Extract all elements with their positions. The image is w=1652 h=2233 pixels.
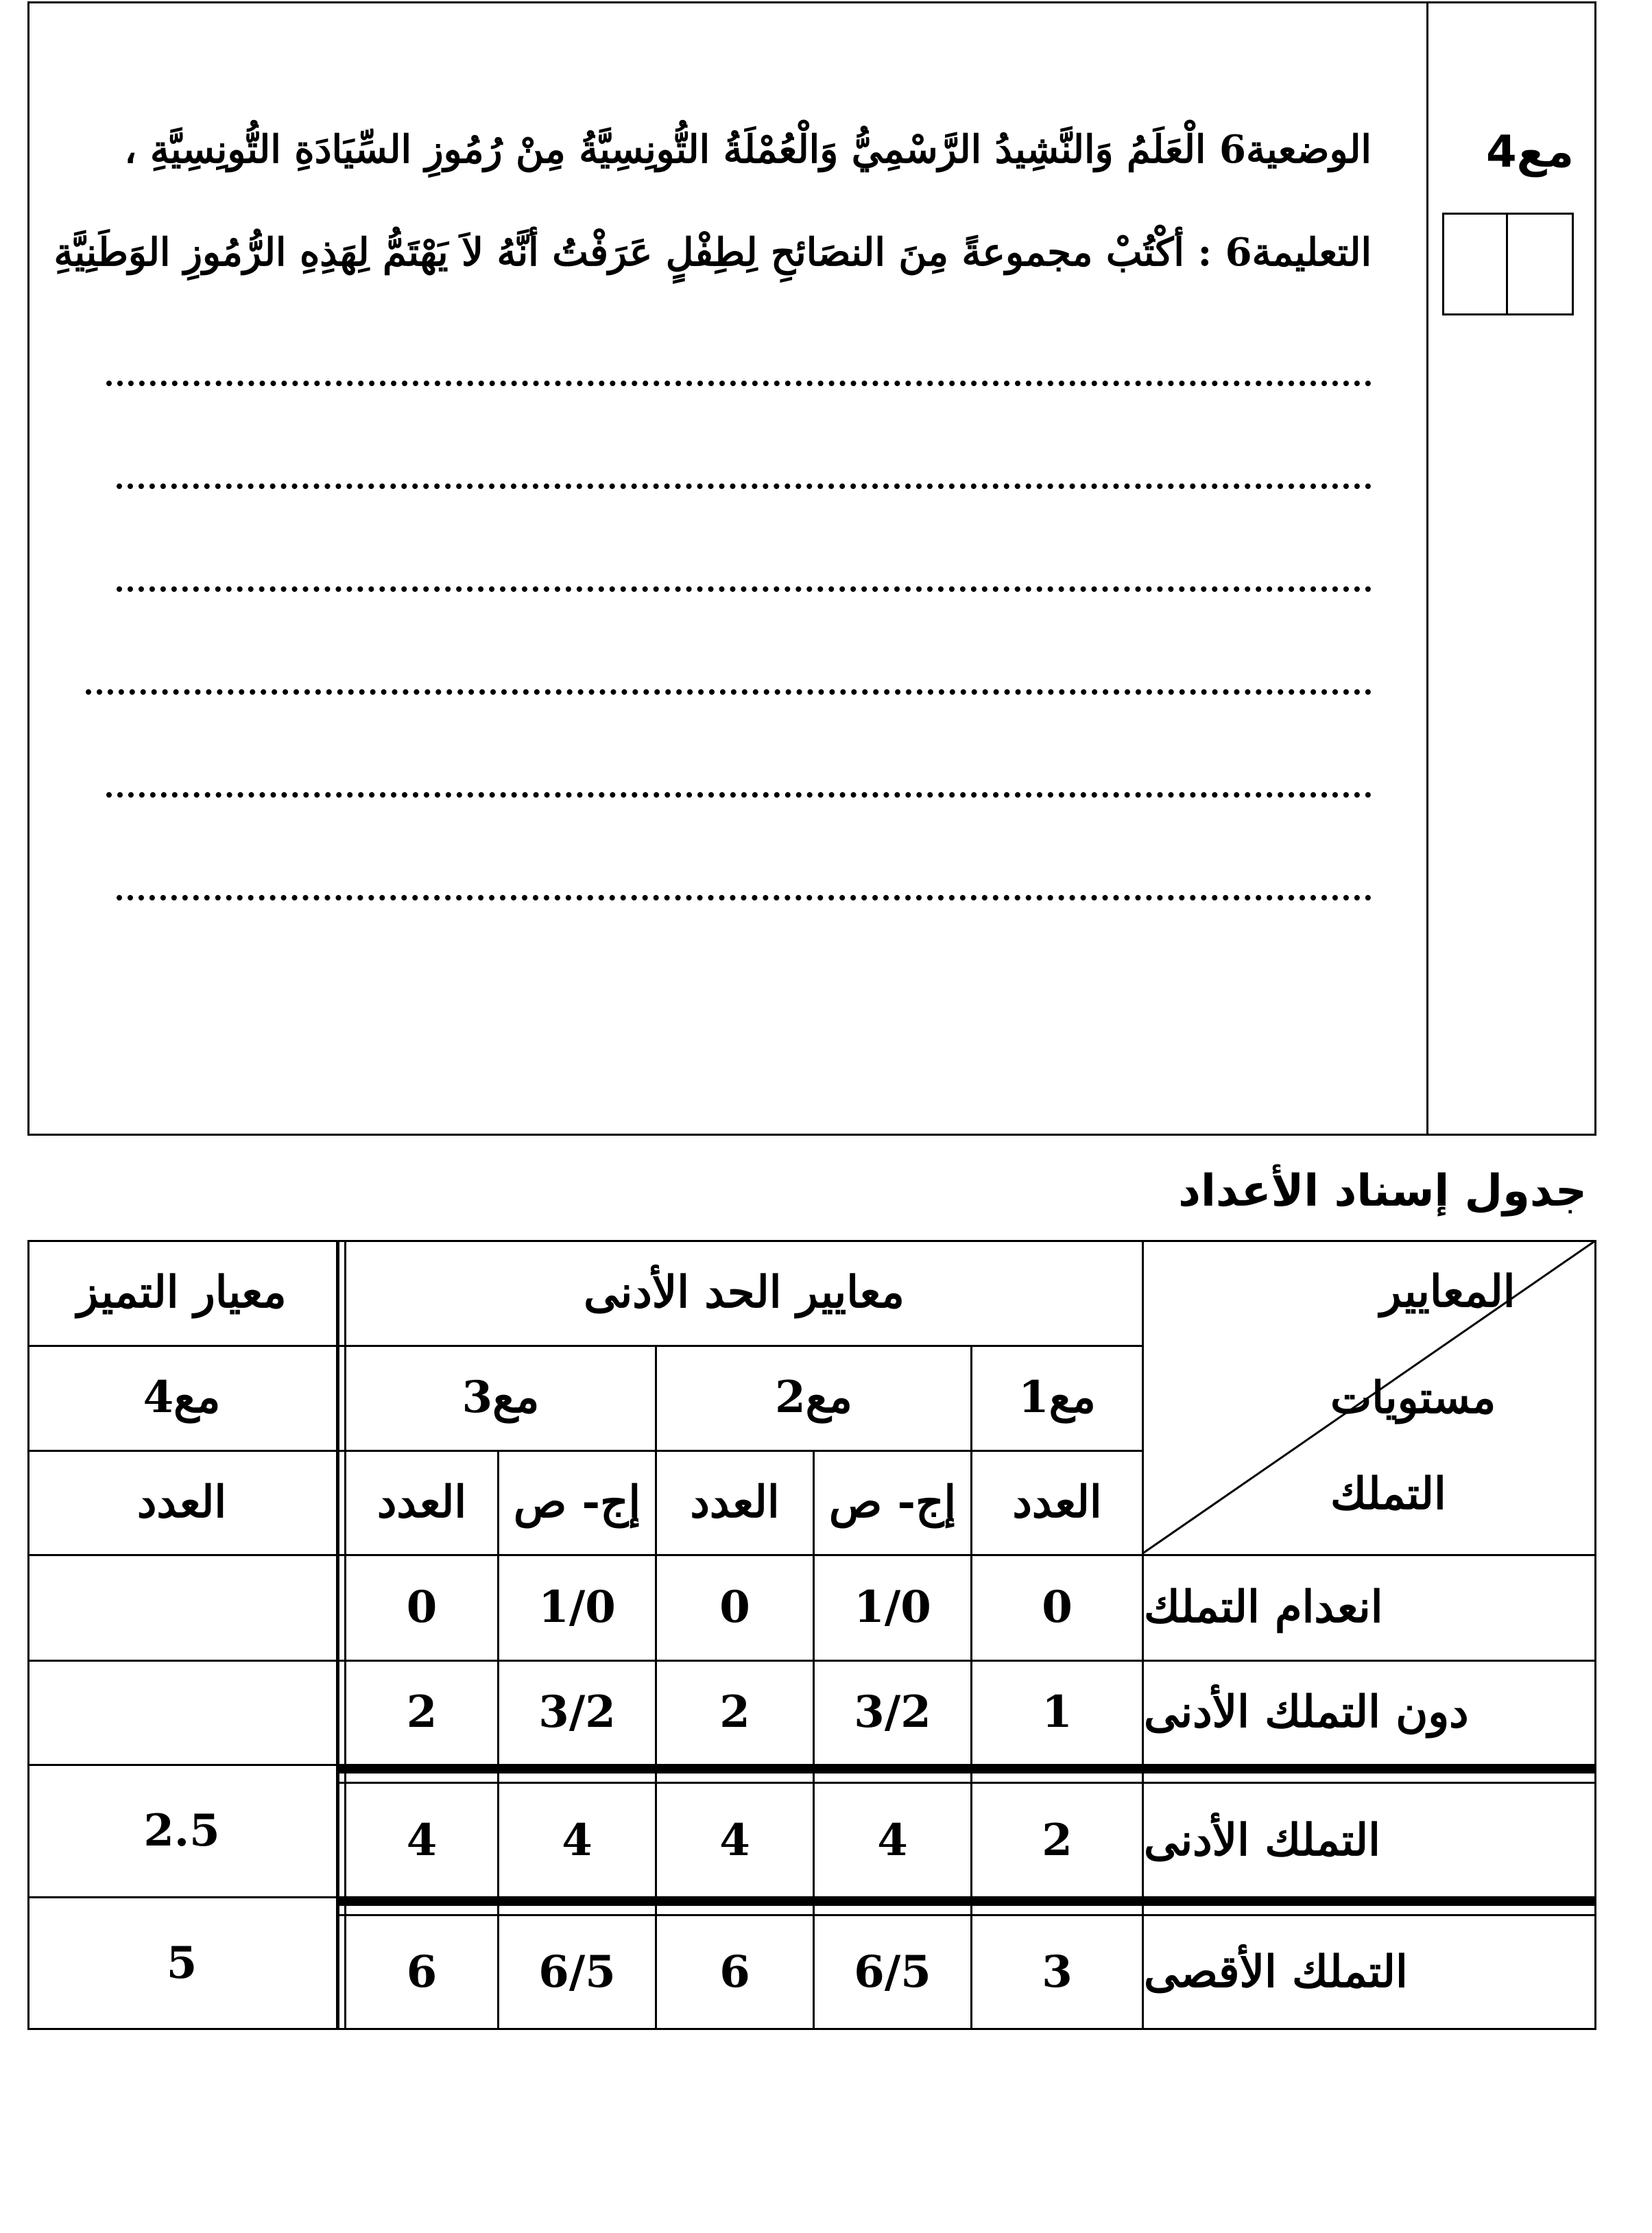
answer-line[interactable] xyxy=(117,586,1372,592)
subheader-c2-answer: إج- ص xyxy=(828,1476,957,1528)
row-cell: 0 xyxy=(719,1581,750,1633)
row-cell: 6 xyxy=(406,1946,438,1998)
row-cell xyxy=(27,1554,336,1660)
table-heading: جدول إسناد الأعداد xyxy=(1178,1166,1587,1217)
subheader-c3-answer: إج- ص xyxy=(513,1476,641,1528)
row-label: دون التملك الأدنى xyxy=(1144,1686,1469,1738)
criterion-column xyxy=(1426,3,1594,1134)
row-cell: 1/0 xyxy=(538,1581,616,1633)
answer-line[interactable] xyxy=(86,689,1372,695)
answer-line[interactable] xyxy=(106,381,1372,386)
score-box-left[interactable] xyxy=(1444,215,1508,313)
row-cell: 1/0 xyxy=(854,1581,931,1633)
criterion-header-1: مع1 xyxy=(1018,1372,1096,1423)
exercise-box xyxy=(27,1,1596,1136)
row-cell: 6 xyxy=(719,1946,750,1998)
corner-top-label: المعايير xyxy=(1380,1265,1516,1317)
row-cell: 2 xyxy=(719,1686,750,1738)
grading-table xyxy=(27,1240,1596,2030)
row-cell: 3/2 xyxy=(538,1686,616,1738)
row-cell: 0 xyxy=(1042,1581,1073,1633)
row-cell: 1 xyxy=(1042,1686,1073,1738)
row-cell: 2 xyxy=(406,1686,438,1738)
row-cell xyxy=(27,1660,336,1764)
row-cell: 0 xyxy=(406,1581,438,1633)
row-cell: 2.5 xyxy=(143,1805,220,1856)
situation-text: الوضعية6 الْعَلَمُ وَالنَّشِيدُ الرَّسْمِيُّ وَالْعُمْلَةُ التُّونِسِيَّةُ مِنْ رُمُوزِ السِّيَادَةِ التُّونِسِيَّةِ ، xyxy=(124,127,1372,172)
group-min-header: معايير الحد الأدنى xyxy=(584,1267,905,1318)
row-label: انعدام التملك xyxy=(1144,1581,1383,1633)
corner-bottom-label-2: التملك xyxy=(1330,1468,1446,1520)
row-cell: 2 xyxy=(1042,1814,1073,1866)
row-cell: 3/2 xyxy=(854,1686,931,1738)
score-box-right[interactable] xyxy=(1508,215,1572,313)
subheader-c1-count: العدد xyxy=(1012,1476,1102,1528)
instruction-text: التعليمة6 : أكْتُبْ مجموعةً مِنَ النصَائحِ لِطِفْلٍ عَرَفْتُ أنَّهُ لاَ يَهْتَمُّ لِهَذِهِ الرُّمُوزِ الوَطَنِيَّةِ xyxy=(53,230,1372,275)
subheader-c3-count: العدد xyxy=(376,1476,467,1528)
answer-line[interactable] xyxy=(117,483,1372,489)
row-cell: 4 xyxy=(406,1814,438,1866)
row-cell: 5 xyxy=(166,1937,197,1989)
answer-line[interactable] xyxy=(117,895,1372,900)
group-excellence-header: معيار التميز xyxy=(77,1267,287,1318)
subheader-c4-count: العدد xyxy=(136,1476,227,1528)
criterion-header-2: مع2 xyxy=(775,1372,852,1423)
row-cell: 6/5 xyxy=(538,1946,616,1998)
score-box[interactable] xyxy=(1442,213,1574,315)
row-cell: 3 xyxy=(1042,1946,1073,1998)
criterion-header-3: مع3 xyxy=(462,1372,540,1423)
criterion-header-4: مع4 xyxy=(143,1372,221,1423)
row-label: التملك الأقصى xyxy=(1144,1946,1408,1998)
row-cell: 4 xyxy=(877,1814,908,1866)
corner-bottom-label-1: مستويات xyxy=(1330,1372,1496,1424)
row-label: التملك الأدنى xyxy=(1144,1814,1380,1866)
criterion-label: مع4 xyxy=(1486,127,1574,178)
answer-line[interactable] xyxy=(106,792,1372,798)
row-cell: 4 xyxy=(719,1814,750,1866)
row-cell: 4 xyxy=(562,1814,592,1866)
row-cell: 6/5 xyxy=(854,1946,931,1998)
subheader-c2-count: العدد xyxy=(690,1476,780,1528)
